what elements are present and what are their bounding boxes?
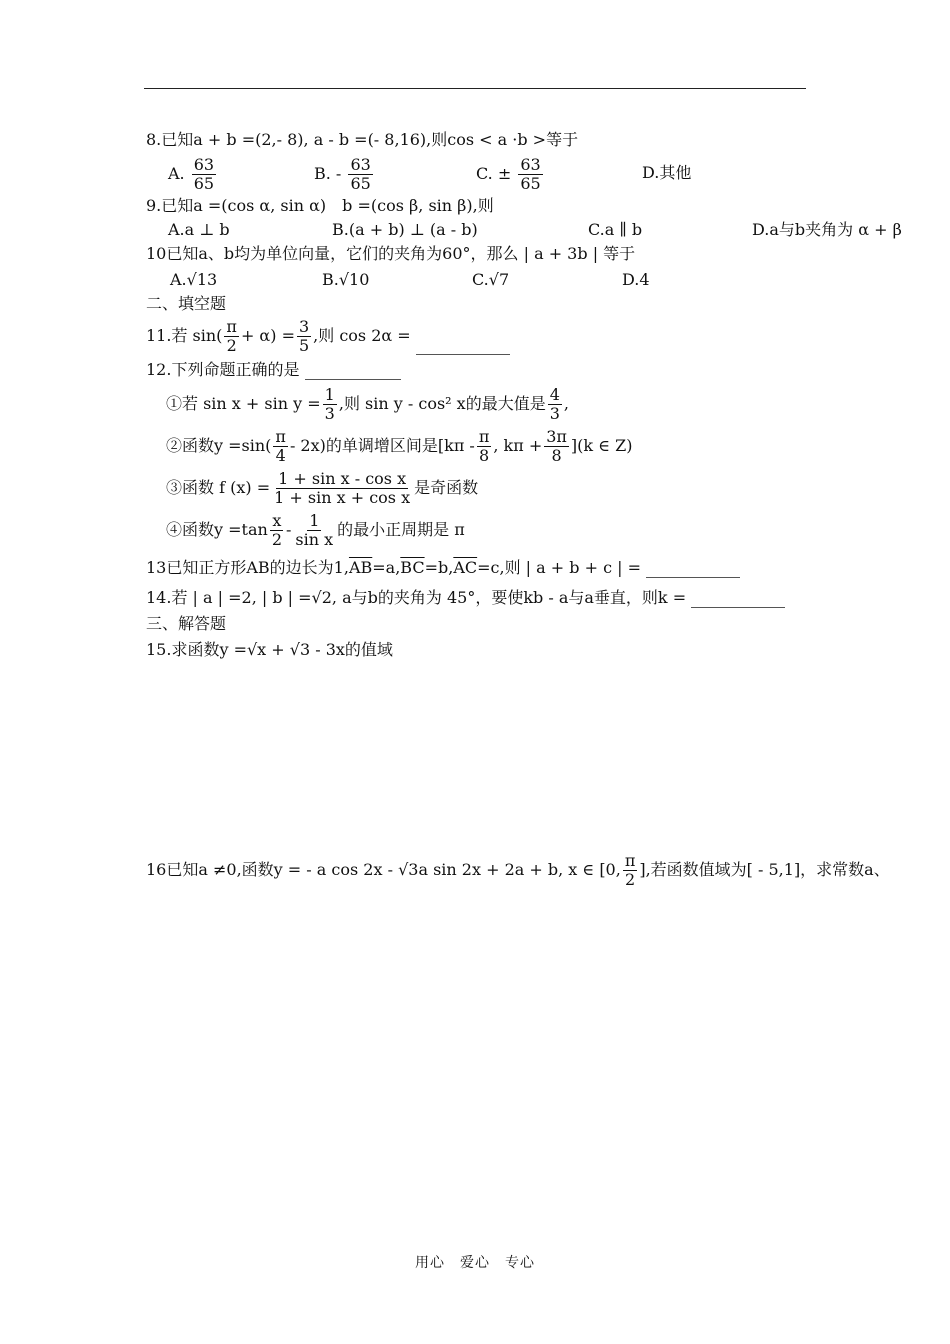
fraction: $\frac{3}{5}$: [298, 317, 310, 355]
q12-item-1: ①若 sin x + sin y = $\frac{1}{3}$ ,则 sin y - cos² x的最大值是 $\frac{4}{3}$ ,: [166, 385, 569, 423]
vector-ac: $\overline{AC}$: [453, 558, 478, 577]
fraction: $\frac{\pi}{2}$: [226, 317, 237, 355]
fraction: $\frac{x}{2}$: [271, 511, 282, 549]
question-8-stem: 8.已知a + b =(2,- 8), a - b =(- 8,16),则cos < a ·b >等于: [146, 130, 579, 149]
section-heading-answer: 三、解答题: [146, 614, 227, 633]
question-13: 13已知正方形AB的边长为$1,\overline{AB}=a,\overline{BC}=b,\overline{AC}=c$,则 | a + b + c | =: [146, 558, 740, 578]
q8-option-b: B. - $\frac{63}{65}$: [314, 155, 371, 193]
vector-ab: $\overline{AB}$: [348, 558, 373, 577]
fraction: $\frac{63}{65}$: [193, 155, 215, 193]
q10-option-c: C.√7: [472, 270, 510, 289]
fraction: $\frac{63}{65}$: [350, 155, 371, 193]
question-9-stem: 9.已知a =(cos α, sin α) b =(cos β, sin β),则: [146, 196, 494, 215]
q10-option-d: D.4: [622, 270, 650, 289]
fraction: $\frac{1}{\text{sin x}}$: [295, 511, 334, 549]
fraction: $\frac{3\pi}{8}$: [546, 427, 567, 465]
q10-option-b: B.√10: [322, 270, 370, 289]
q8-option-d: D.其他: [642, 163, 692, 182]
q12-item-4: ④函数y =tan $\frac{x}{2}$ - $\frac{1}{\text{sin x}}$ 的最小正周期是 π: [166, 511, 465, 549]
fraction: $\frac{1}{3}$: [324, 385, 335, 423]
fraction: $\frac{\pi}{4}$: [275, 427, 286, 465]
answer-blank[interactable]: [646, 559, 740, 578]
fraction: $\frac{\text{1 + sin x - cos x}}{\text{1 + sin x + cos x}}$: [274, 469, 411, 507]
q12-item-3: ③函数 f (x) = $\frac{\text{1 + sin x - cos x}}{\text{1 + sin x + cos x}}$ 是奇函数: [166, 469, 479, 507]
vector-bc: $\overline{BC}$: [400, 558, 425, 577]
q9-option-a: A.a ⊥ b: [168, 220, 230, 239]
answer-blank[interactable]: [416, 336, 510, 355]
fraction: $\frac{\pi}{8}$: [478, 427, 490, 465]
q12-item-2: ②函数y =sin( $\frac{\pi}{4}$ - 2x)的单调增区间是[kπ - $\frac{\pi}{8}$ , kπ + $\frac{3\pi}{8}$ ](k ∈ Z): [166, 427, 633, 465]
question-10-stem: 10已知a、b均为单位向量，它们的夹角为60°，那么 | a + 3b | 等于: [146, 244, 636, 263]
q8-option-c: C. ± $\frac{63}{65}$: [476, 155, 541, 193]
answer-blank[interactable]: [691, 589, 785, 608]
page-footer: 用心 爱心 专心: [415, 1255, 535, 1271]
q9-option-c: C.a ∥ b: [588, 220, 643, 239]
fraction: $\frac{\pi}{2}$: [624, 851, 636, 889]
answer-blank[interactable]: [305, 361, 401, 380]
question-16: 16已知a ≠0,函数y = - a cos 2x - √3a sin 2x + 2a + b, x ∈ [0, $\frac{\pi}{2}$ ],若函数值域为[ - 5,1]，求常数a、: [146, 851, 890, 889]
question-14: 14.若 | a | =2, | b | =√2, a与b的夹角为 45°，要使kb - a与a垂直，则k =: [146, 588, 785, 608]
q10-option-a: A.√13: [170, 270, 218, 289]
q9-option-b: B.(a + b) ⊥ (a - b): [332, 220, 478, 239]
header-rule: [144, 88, 806, 89]
q8-option-a: A. $\frac{63}{65}$: [168, 155, 215, 193]
question-11: 11.若 sin( $\frac{\pi}{2}$ + α) = $\frac{3}{5}$ ,则 cos 2α =: [146, 318, 510, 355]
q9-option-d: D.a与b夹角为 α + β: [752, 220, 902, 239]
fraction: $\frac{4}{3}$: [549, 385, 560, 423]
section-heading-fill-in: 二、填空题: [146, 294, 227, 313]
fraction: $\frac{63}{65}$: [520, 155, 541, 193]
question-15: 15.求函数y =√x + √3 - 3x的值域: [146, 640, 393, 659]
question-12-stem: 12.下列命题正确的是: [146, 360, 401, 380]
